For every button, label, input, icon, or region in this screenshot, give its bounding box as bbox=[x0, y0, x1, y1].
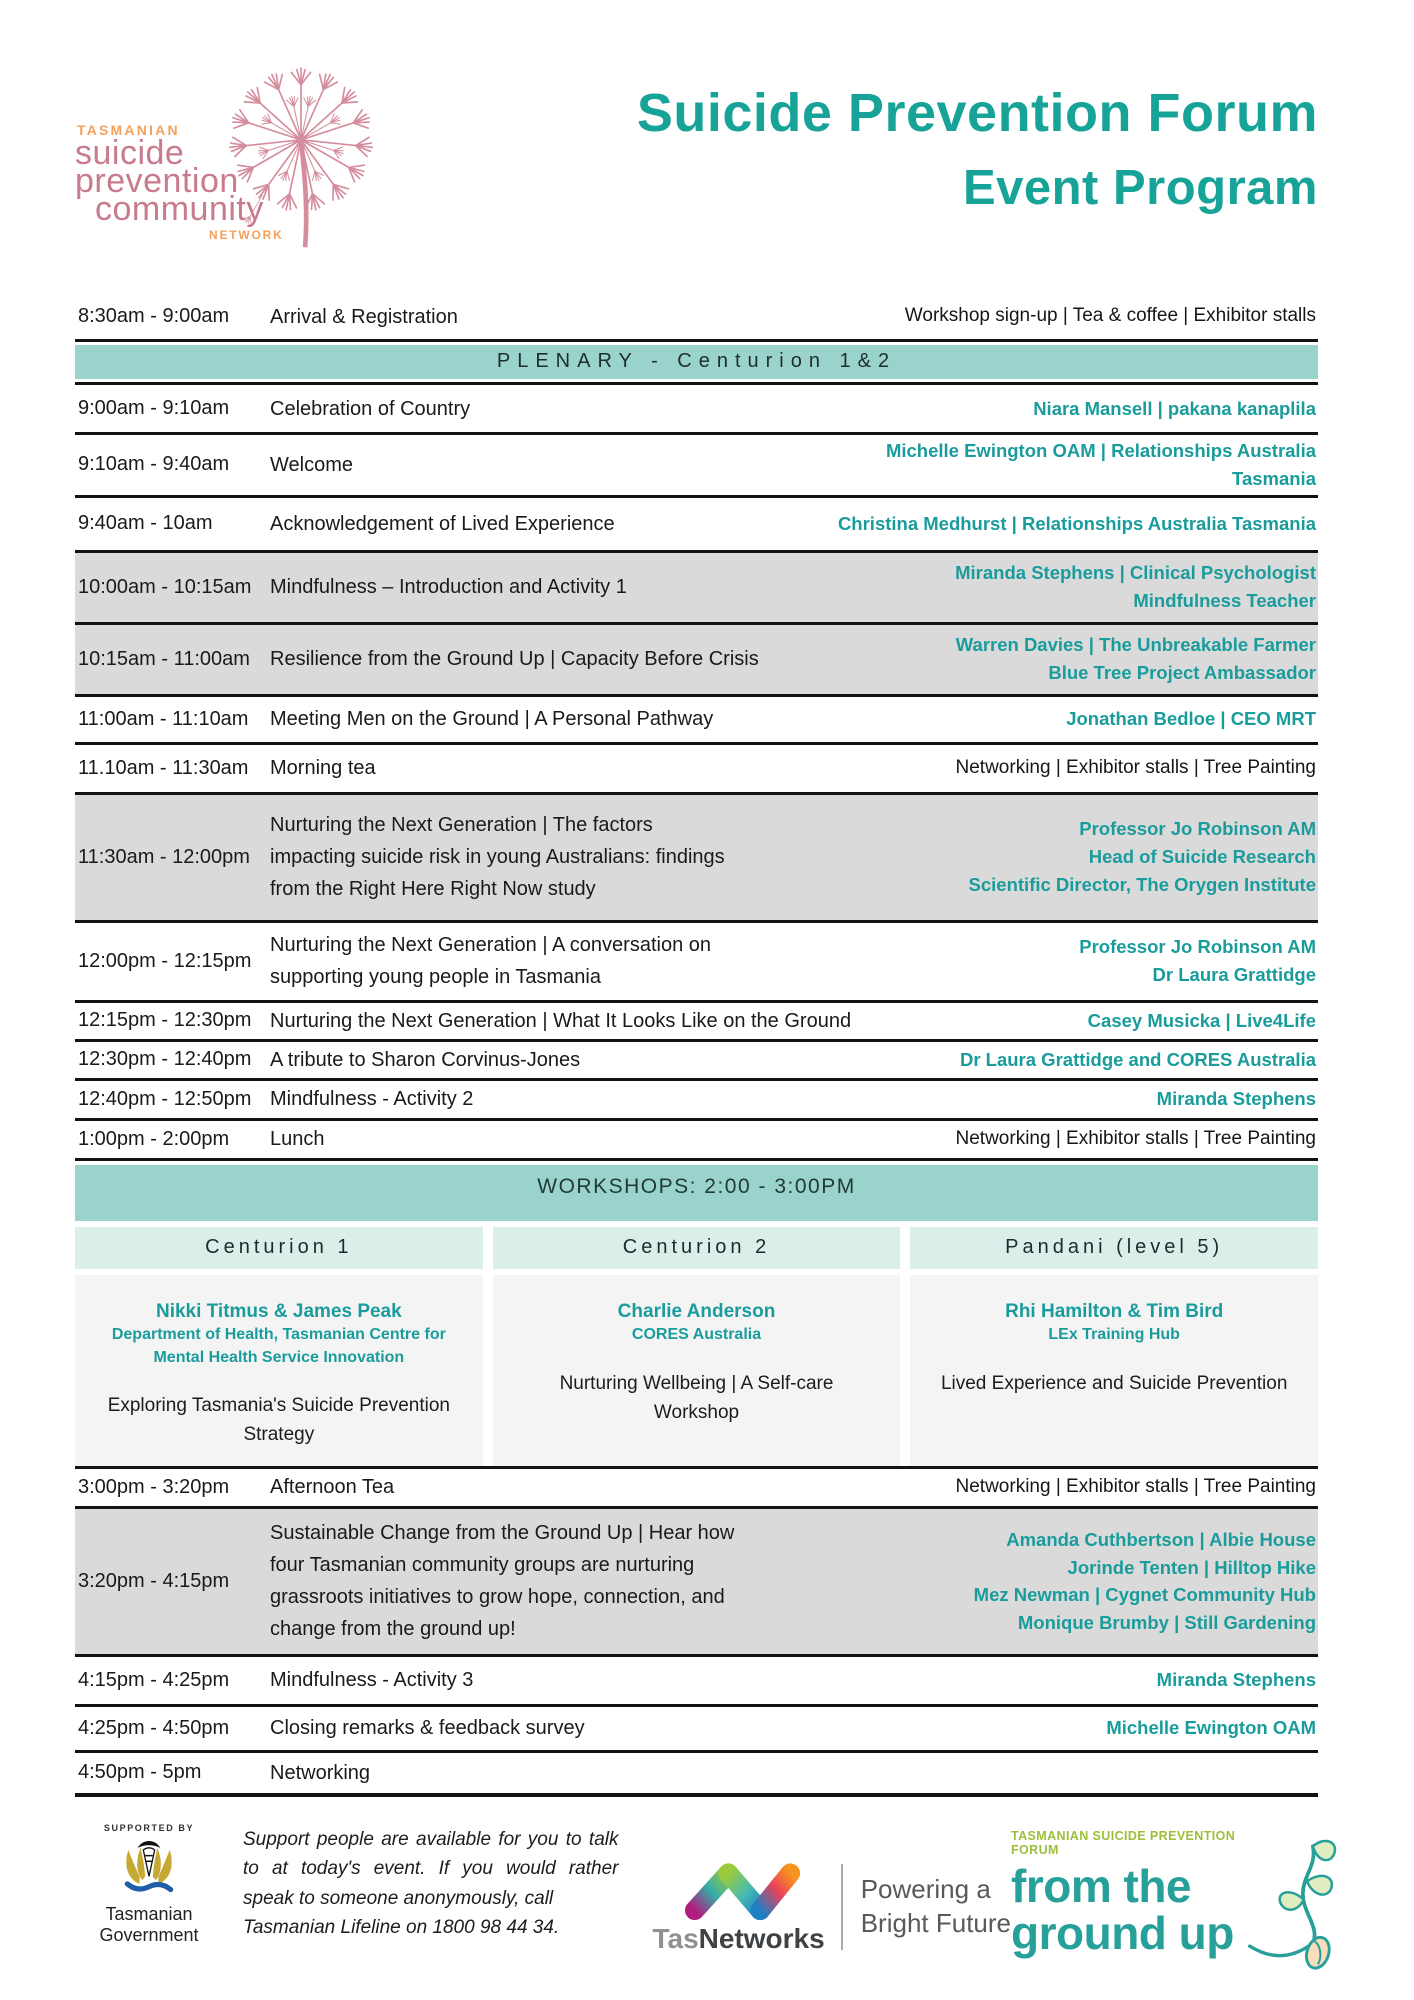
session-title bbox=[270, 449, 836, 481]
workshop-room-header: Centurion 1 bbox=[75, 1227, 483, 1269]
schedule-row bbox=[75, 625, 1318, 697]
session-title bbox=[270, 393, 1033, 425]
session-title-line: Meeting Men on the Ground | A Personal Pathway bbox=[270, 708, 714, 730]
gov-name-line1: Tasmanian bbox=[105, 1903, 193, 1924]
workshop-presenter: Nikki Titmus & James Peak bbox=[155, 1300, 402, 1322]
session-note bbox=[956, 754, 1318, 783]
presenter-line: Miranda Stephens bbox=[1156, 1088, 1316, 1110]
session-presenter bbox=[974, 1526, 1318, 1637]
session-note bbox=[905, 302, 1318, 331]
schedule-row bbox=[75, 745, 1318, 795]
session-title-line: Closing remarks & feedback survey bbox=[270, 1717, 585, 1740]
session-title bbox=[270, 1005, 1088, 1037]
session-time: 12:00pm - 12:15pm bbox=[78, 949, 252, 972]
session-title-line: Networking bbox=[270, 1761, 371, 1784]
session-title bbox=[270, 1123, 956, 1155]
session-title-line: impacting suicide risk in young Australians: findings bbox=[270, 846, 725, 868]
presenter-line: Dr Laura Grattidge and CORES Australia bbox=[959, 1048, 1316, 1070]
session-time: 3:20pm - 4:15pm bbox=[78, 1569, 230, 1592]
page-title-line2: Event Program bbox=[962, 161, 1318, 215]
session-time: 3:00pm - 3:20pm bbox=[78, 1475, 230, 1498]
gov-name-line2: Government bbox=[99, 1924, 199, 1945]
workshop-organisation-line: LEx Training Hub bbox=[1048, 1326, 1180, 1344]
slogan-line2: Bright Future bbox=[860, 1907, 1011, 1938]
workshops-section bbox=[75, 1165, 1318, 1469]
session-title-line: change from the ground up! bbox=[270, 1618, 516, 1641]
session-title-line: A tribute to Sharon Corvinus-Jones bbox=[270, 1048, 581, 1071]
session-title-line: Acknowledgement of Lived Experience bbox=[270, 512, 615, 535]
schedule-row bbox=[75, 1509, 1318, 1657]
dandelion-icon bbox=[221, 60, 381, 250]
presenter-line: Jonathan Bedloe | CEO MRT bbox=[1066, 708, 1316, 730]
session-title bbox=[270, 1471, 956, 1503]
session-time: 4:25pm - 4:50pm bbox=[78, 1716, 230, 1739]
from-the-ground-up-lockup bbox=[1011, 1823, 1339, 1991]
session-title bbox=[270, 643, 956, 675]
session-time: 12:30pm - 12:40pm bbox=[78, 1048, 252, 1070]
session-note bbox=[956, 1125, 1318, 1154]
schedule-row bbox=[75, 1121, 1318, 1161]
presenter-line: Mindfulness Teacher bbox=[1133, 590, 1316, 611]
session-time: 4:15pm - 4:25pm bbox=[78, 1668, 230, 1691]
tasmanian-government-lockup bbox=[75, 1823, 223, 1946]
tasnetworks-wordmark bbox=[652, 1923, 824, 1955]
workshop-organisation bbox=[89, 1324, 469, 1369]
session-title-line: from the Right Here Right Now study bbox=[270, 878, 596, 900]
session-title bbox=[270, 1517, 974, 1645]
session-time: 4:50pm - 5pm bbox=[78, 1761, 202, 1784]
presenter-line: Networking | Exhibitor stalls | Tree Painting bbox=[955, 1127, 1316, 1149]
workshop-organisation bbox=[507, 1324, 887, 1346]
session-presenter bbox=[1033, 395, 1318, 423]
workshop-topic-line: Strategy bbox=[243, 1424, 315, 1446]
session-presenter bbox=[1066, 705, 1318, 733]
workshop-card bbox=[910, 1275, 1318, 1466]
logo-word-community: community bbox=[95, 189, 264, 228]
session-time: 10:00am - 10:15am bbox=[78, 575, 252, 598]
page-title-line1: Suicide Prevention Forum bbox=[636, 83, 1318, 143]
tasnetworks-slogan bbox=[861, 1873, 1011, 1941]
session-time: 11.10am - 11:30am bbox=[78, 756, 249, 779]
session-title-line: Nurturing the Next Generation | A conversation on bbox=[270, 934, 712, 956]
session-presenter bbox=[969, 815, 1318, 898]
workshop-organisation bbox=[924, 1324, 1304, 1346]
presenter-line: Head of Suicide Research bbox=[1088, 846, 1316, 868]
schedule-row bbox=[75, 795, 1318, 923]
tasmanian-government-crest-icon bbox=[111, 1833, 187, 1899]
workshop-organisation-line: Mental Health Service Innovation bbox=[153, 1348, 405, 1366]
logo-word-prevention: prevention bbox=[75, 161, 239, 200]
forum-caps-label: TASMANIAN SUICIDE PREVENTION FORUM bbox=[1011, 1828, 1236, 1857]
session-title-line: Resilience from the Ground Up | Capacity Before Crisis bbox=[270, 648, 759, 670]
session-time: 11:30am - 12:00pm bbox=[78, 845, 250, 868]
supported-by-label: SUPPORTED BY bbox=[103, 1822, 195, 1833]
session-title bbox=[270, 809, 969, 905]
tasnetworks-lockup bbox=[652, 1859, 1011, 1955]
session-title-line: Welcome bbox=[270, 453, 353, 476]
section-banner-label: PLENARY - Centurion 1&2 bbox=[75, 345, 1318, 379]
session-title-line: Mindfulness - Activity 2 bbox=[270, 1088, 474, 1110]
session-time: 9:00am - 9:10am bbox=[78, 397, 230, 419]
session-title-line: Sustainable Change from the Ground Up | Hear how bbox=[270, 1522, 735, 1545]
session-title bbox=[270, 508, 838, 540]
session-presenter bbox=[1088, 1007, 1318, 1035]
session-note bbox=[956, 1473, 1318, 1502]
presenter-line: Amanda Cuthbertson | Albie House bbox=[1006, 1528, 1316, 1550]
session-presenter bbox=[838, 510, 1318, 538]
session-title bbox=[270, 1712, 1106, 1744]
schedule-row bbox=[75, 697, 1318, 745]
presenter-line: Professor Jo Robinson AM bbox=[1079, 936, 1316, 958]
session-presenter bbox=[1106, 1714, 1318, 1742]
support-people-note bbox=[243, 1825, 618, 1943]
support-note-text: Support people are available for you to talk to at today's event. If you would rather speak to someone anonymously, call bbox=[243, 1828, 619, 1909]
workshop-presenter: Rhi Hamilton & Tim Bird bbox=[1005, 1300, 1224, 1322]
workshop-organisation-line: Department of Health, Tasmanian Centre for bbox=[111, 1326, 446, 1344]
session-title bbox=[270, 1044, 960, 1076]
presenter-line: Miranda Stephens bbox=[1156, 1669, 1316, 1691]
session-time: 11:00am - 11:10am bbox=[78, 707, 249, 730]
session-title bbox=[270, 703, 1066, 735]
session-title bbox=[270, 571, 955, 603]
session-time: 10:15am - 11:00am bbox=[78, 647, 250, 670]
session-time: 9:40am - 10am bbox=[78, 512, 213, 534]
session-presenter bbox=[1157, 1666, 1318, 1694]
workshop-topic-line: Lived Experience and Suicide Prevention bbox=[940, 1372, 1288, 1394]
schedule-row bbox=[75, 435, 1318, 498]
workshop-topic bbox=[507, 1369, 887, 1428]
session-title-line: Lunch bbox=[270, 1128, 325, 1150]
tspcn-logo bbox=[75, 76, 375, 288]
session-time: 12:40pm - 12:50pm bbox=[78, 1087, 252, 1110]
session-title-line: Celebration of Country bbox=[270, 397, 471, 420]
session-presenter bbox=[955, 559, 1318, 615]
presenter-line: Networking | Exhibitor stalls | Tree Painting bbox=[955, 1476, 1316, 1498]
presenter-line: Warren Davies | The Unbreakable Farmer bbox=[955, 634, 1316, 656]
session-title-line: Nurturing the Next Generation | What It Looks Like on the Ground bbox=[270, 1009, 852, 1032]
session-title bbox=[270, 1757, 1318, 1789]
workshop-organisation-line: CORES Australia bbox=[631, 1326, 762, 1344]
schedule-table bbox=[75, 294, 1318, 1797]
workshop-topic bbox=[89, 1391, 469, 1450]
presenter-line: Jorinde Tenten | Hilltop Hike bbox=[1067, 1556, 1316, 1578]
schedule-row bbox=[75, 294, 1318, 342]
session-title-line: Mindfulness - Activity 3 bbox=[270, 1669, 474, 1692]
ground-up-line2: ground up bbox=[1011, 1906, 1234, 1959]
session-title-line: Arrival & Registration bbox=[270, 305, 458, 328]
workshop-topic-line: Workshop bbox=[653, 1401, 740, 1423]
session-title bbox=[270, 752, 956, 784]
session-title bbox=[270, 1083, 1157, 1115]
schedule-row bbox=[75, 1003, 1318, 1042]
presenter-line: Monique Brumby | Still Gardening bbox=[1017, 1612, 1316, 1634]
session-time: 1:00pm - 2:00pm bbox=[78, 1127, 230, 1150]
vertical-divider bbox=[841, 1864, 843, 1950]
session-presenter bbox=[956, 631, 1318, 687]
session-title bbox=[270, 1664, 1157, 1696]
session-title-line: Morning tea bbox=[270, 757, 376, 779]
session-presenter bbox=[836, 437, 1318, 493]
schedule-row bbox=[75, 1657, 1318, 1707]
presenter-line: Dr Laura Grattidge bbox=[1152, 964, 1316, 985]
schedule-row bbox=[75, 385, 1318, 435]
section-banner bbox=[75, 345, 1318, 385]
session-presenter bbox=[1157, 1085, 1318, 1113]
presenter-line: Mez Newman | Cygnet Community Hub bbox=[973, 1584, 1316, 1606]
presenter-line: Professor Jo Robinson AM bbox=[1079, 818, 1316, 840]
presenter-line: Michelle Ewington OAM | Relationships Australia Tasmania bbox=[885, 440, 1316, 489]
workshop-topic-line: Exploring Tasmania's Suicide Prevention bbox=[107, 1394, 450, 1416]
ground-up-wordmark bbox=[1011, 1829, 1254, 1957]
workshops-banner: WORKSHOPS: 2:00 - 3:00PM bbox=[75, 1165, 1318, 1221]
workshop-topic bbox=[924, 1369, 1304, 1398]
session-title bbox=[270, 301, 905, 333]
logo-word-suicide: suicide bbox=[75, 134, 185, 172]
session-title-line: Mindfulness – Introduction and Activity 1 bbox=[270, 576, 627, 598]
presenter-line: Networking | Exhibitor stalls | Tree Painting bbox=[955, 756, 1316, 778]
tasnetworks-logo bbox=[652, 1859, 824, 1955]
presenter-line: Miranda Stephens | Clinical Psychologist bbox=[955, 562, 1316, 584]
presenter-line: Niara Mansell | pakana kanaplila bbox=[1033, 397, 1316, 419]
workshop-topic-line: Nurturing Wellbeing | A Self-care bbox=[559, 1372, 834, 1394]
footer bbox=[75, 1815, 1339, 1991]
presenter-line: Christina Medhurst | Relationships Australia Tasmania bbox=[837, 512, 1316, 534]
slogan-line1: Powering a bbox=[860, 1874, 991, 1904]
header bbox=[75, 76, 1318, 288]
schedule-row bbox=[75, 1081, 1318, 1121]
schedule-row bbox=[75, 498, 1318, 553]
presenter-line: Workshop sign-up | Tea & coffee | Exhibitor stalls bbox=[904, 305, 1316, 327]
schedule-row bbox=[75, 1707, 1318, 1753]
workshop-room-headers bbox=[75, 1227, 1318, 1269]
session-time: 12:15pm - 12:30pm bbox=[78, 1009, 252, 1031]
schedule-row bbox=[75, 1469, 1318, 1509]
ground-up-line1: from the bbox=[1011, 1859, 1191, 1912]
session-title-line: four Tasmanian community groups are nurturing bbox=[270, 1554, 695, 1577]
tasnetworks-word-tas: Tas bbox=[652, 1922, 699, 1954]
logo-region-label: TASMANIAN bbox=[77, 122, 180, 138]
sprout-icon bbox=[1248, 1823, 1339, 1991]
schedule-row bbox=[75, 1042, 1318, 1081]
lifeline-phone-text: Tasmanian Lifeline on 1800 98 44 34. bbox=[243, 1917, 560, 1939]
workshop-card bbox=[75, 1275, 483, 1466]
session-time: 8:30am - 9:00am bbox=[78, 305, 230, 327]
workshop-bodies bbox=[75, 1275, 1318, 1466]
session-title-line: supporting young people in Tasmania bbox=[270, 966, 601, 988]
session-presenter bbox=[1079, 933, 1318, 989]
tasnetworks-n-icon bbox=[676, 1859, 802, 1921]
workshop-room-header: Pandani (level 5) bbox=[910, 1227, 1318, 1269]
workshop-presenter: Charlie Anderson bbox=[617, 1300, 776, 1322]
session-title-line: grassroots initiatives to grow hope, connection, and bbox=[270, 1586, 725, 1609]
session-title bbox=[270, 929, 1079, 993]
session-title-line: Afternoon Tea bbox=[270, 1476, 395, 1499]
schedule-row bbox=[75, 1753, 1318, 1797]
presenter-line: Casey Musicka | Live4Life bbox=[1087, 1009, 1316, 1031]
presenter-line: Scientific Director, The Orygen Institute bbox=[968, 873, 1316, 895]
session-title-line: Nurturing the Next Generation | The factors bbox=[270, 814, 653, 836]
presenter-line: Blue Tree Project Ambassador bbox=[1048, 662, 1316, 683]
logo-network-label: NETWORK bbox=[209, 227, 284, 242]
session-time: 9:10am - 9:40am bbox=[78, 453, 230, 476]
session-presenter bbox=[960, 1046, 1318, 1074]
schedule-row bbox=[75, 923, 1318, 1003]
page-title bbox=[637, 82, 1318, 288]
presenter-line: Michelle Ewington OAM bbox=[1106, 1717, 1316, 1739]
workshop-card bbox=[493, 1275, 901, 1466]
workshop-room-header: Centurion 2 bbox=[493, 1227, 901, 1269]
schedule-row bbox=[75, 553, 1318, 625]
tasnetworks-word-networks: Networks bbox=[698, 1922, 825, 1954]
